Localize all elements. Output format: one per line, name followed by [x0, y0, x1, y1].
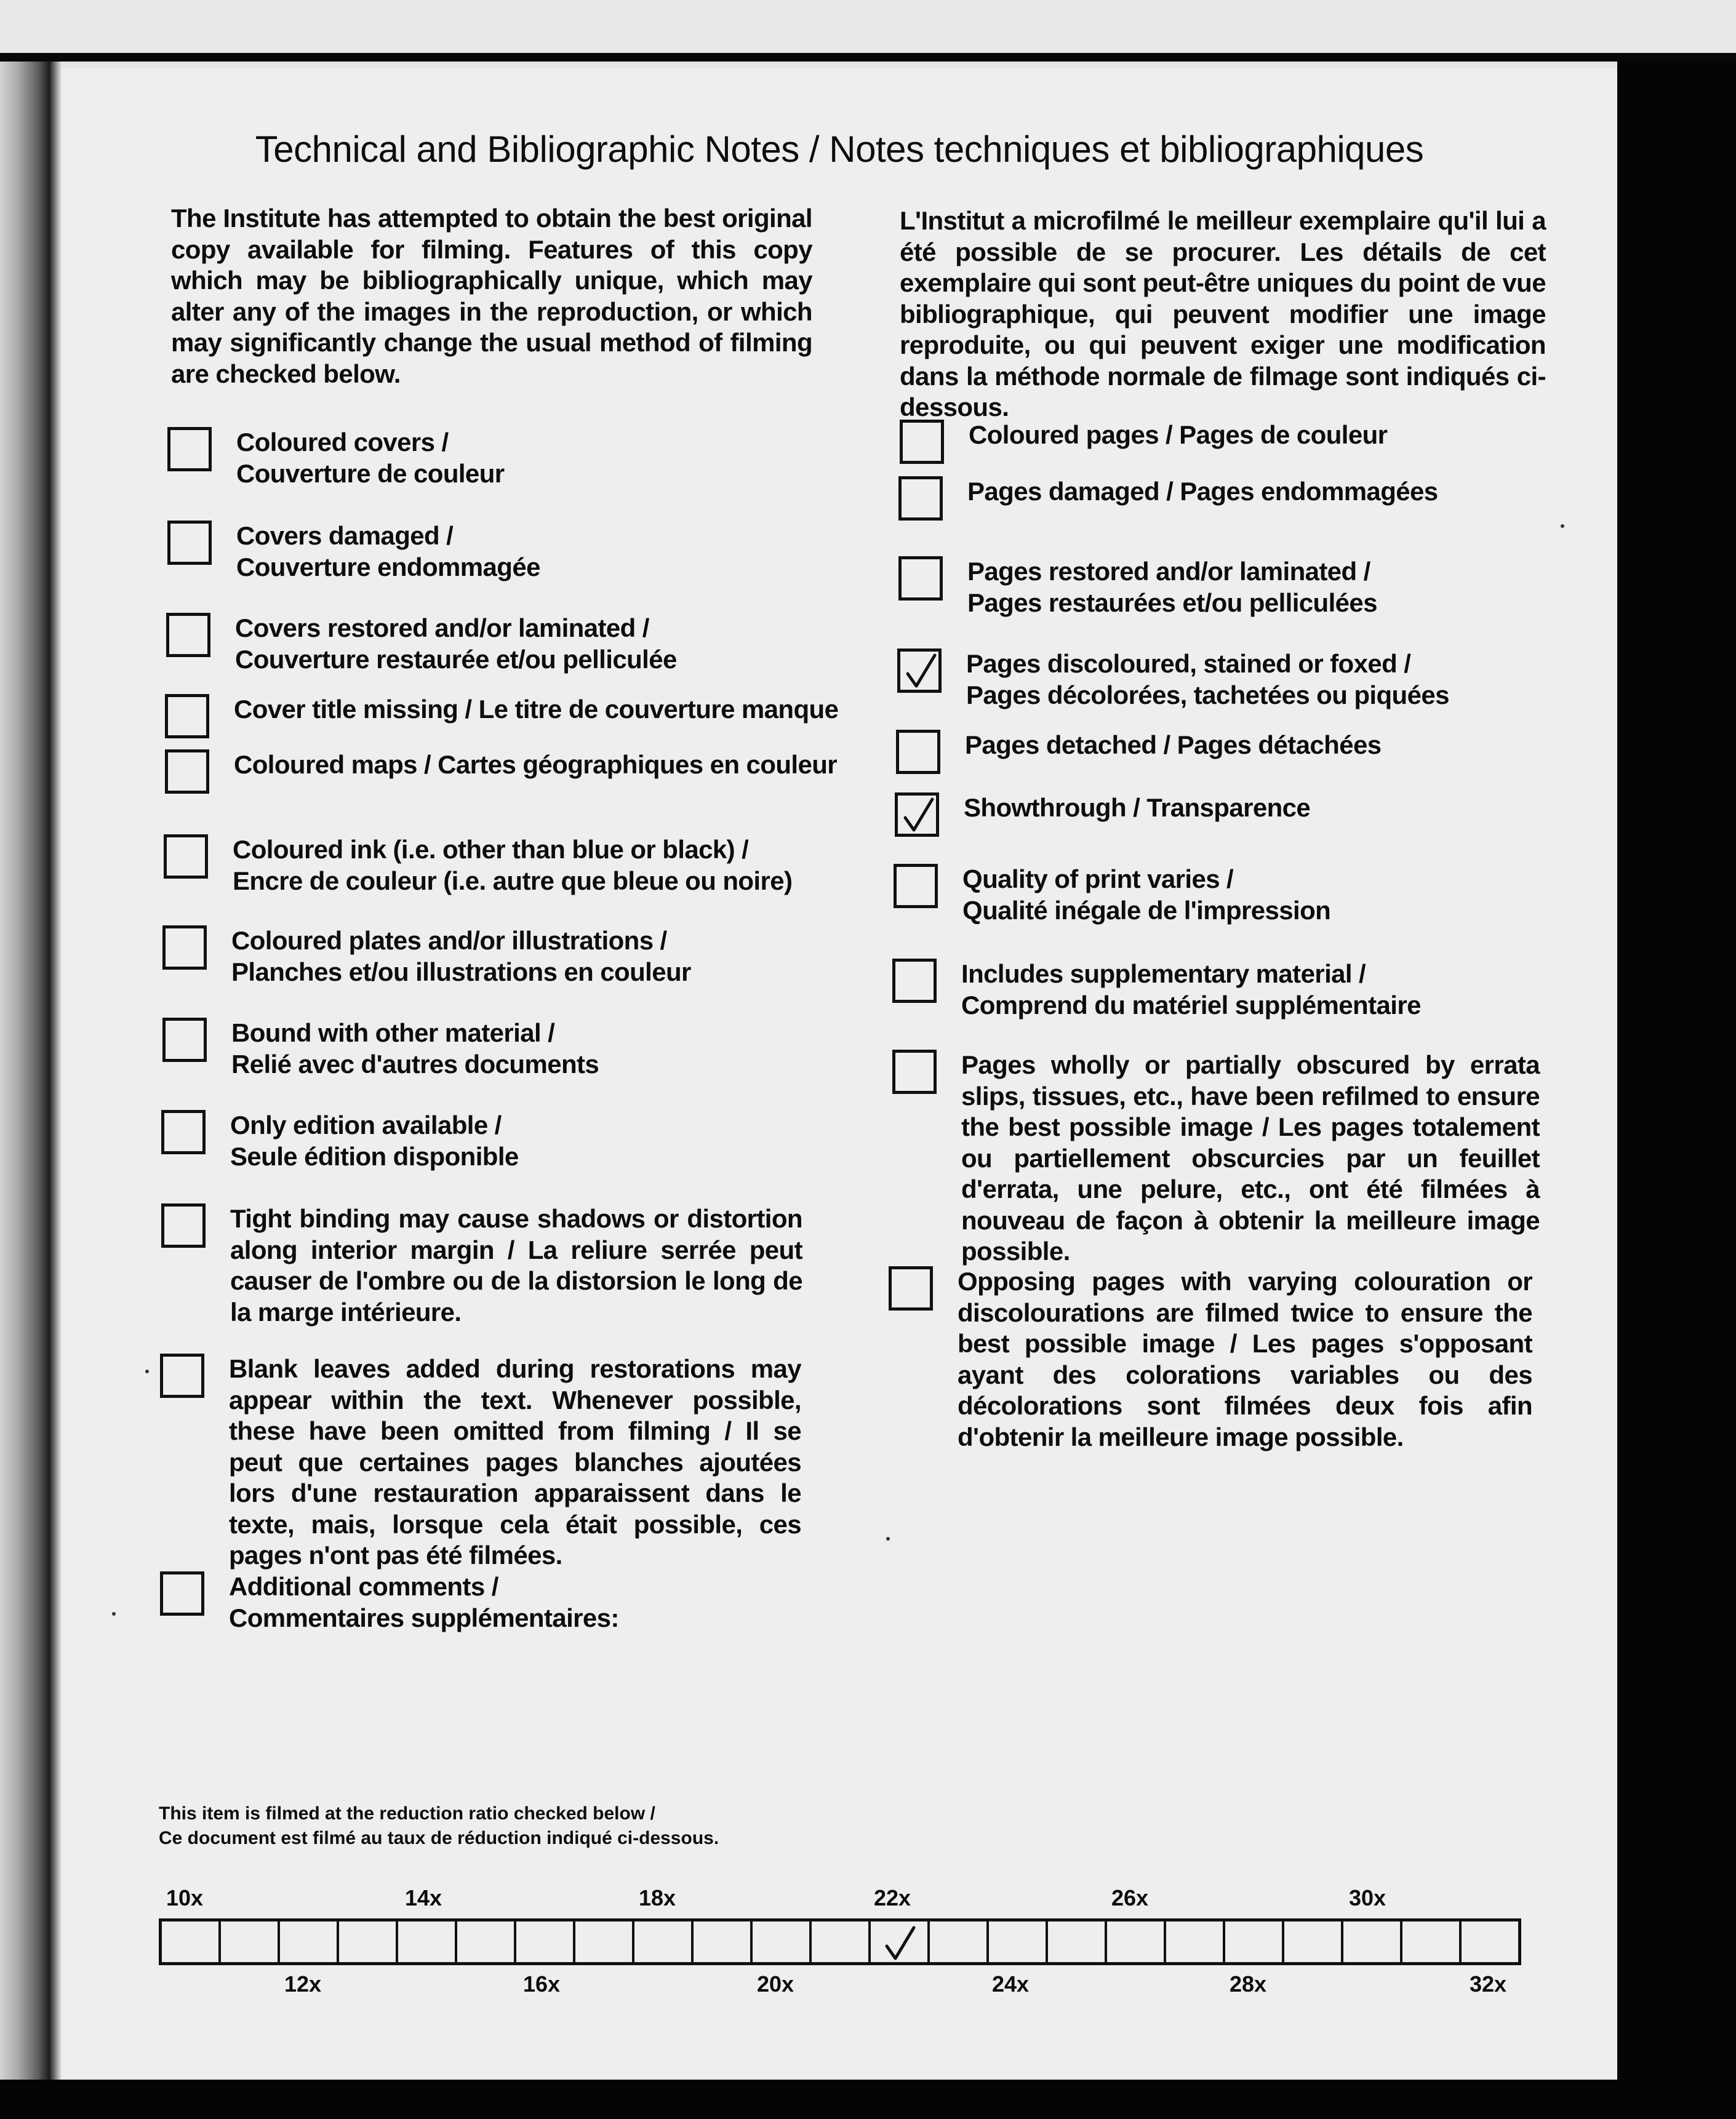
scan-right-margin	[1617, 62, 1736, 2119]
checkbox-label	[966, 648, 1449, 711]
ratio-cell[interactable]	[1284, 1921, 1343, 1962]
ratio-label-top: 14x	[405, 1885, 442, 1910]
checkbox[interactable]	[165, 749, 209, 794]
label-line: Includes supplementary material /	[961, 959, 1366, 988]
intro-french: L'Institut a microfilmé le meilleur exemplaire qu'il lui a été possible de se procurer. Les détails de cet exemplaire qui sont peut-être uniques du point de vue bibliographique, qui peuvent modifier une image reproduite, ou qui peuvent exiger une modification dans la méthode normale de filmage sont indiqués ci-dessous.	[900, 206, 1546, 421]
checkbox[interactable]	[896, 730, 940, 774]
checkbox-label	[964, 792, 1310, 824]
label-line: Coloured maps / Cartes géographiques en couleur	[234, 750, 838, 779]
checkbox-label	[231, 925, 691, 988]
label-line: Seule édition disponible	[230, 1141, 519, 1171]
label-line: Quality of print varies /	[962, 864, 1234, 893]
label-line: Couverture de couleur	[236, 458, 505, 488]
checkmark-icon	[903, 797, 935, 834]
label-line: Pages restaurées et/ou pelliculées	[967, 588, 1377, 617]
scan-speck	[886, 1537, 890, 1541]
scan-bottom-margin	[0, 2080, 1736, 2119]
ratio-cell[interactable]	[1225, 1921, 1284, 1962]
ratio-cell[interactable]	[871, 1921, 930, 1962]
label-line: Bound with other material /	[231, 1018, 555, 1047]
ratio-cell[interactable]	[1343, 1921, 1402, 1962]
checkbox-label	[233, 834, 792, 896]
ratio-cell[interactable]	[221, 1921, 280, 1962]
checkbox[interactable]	[167, 427, 212, 471]
checkbox[interactable]	[892, 959, 937, 1003]
reduction-note	[159, 1802, 719, 1851]
checkbox-label	[235, 613, 677, 675]
label-line: Covers restored and/or laminated /	[235, 613, 649, 642]
checkbox[interactable]	[160, 1354, 204, 1398]
scan-left-edge	[0, 62, 62, 2092]
checkbox[interactable]	[161, 1203, 206, 1248]
checkbox-label	[962, 864, 1330, 926]
ratio-label-bottom: 12x	[284, 1971, 322, 1997]
label-line: Pages detached / Pages détachées	[965, 730, 1382, 759]
label-line: Couverture restaurée et/ou pelliculée	[235, 644, 677, 674]
label-line: Coloured covers /	[236, 428, 449, 457]
checkbox[interactable]	[898, 556, 943, 601]
label-line: Pages décolorées, tachetées ou piquées	[966, 680, 1449, 709]
label-line: Planches et/ou illustrations en couleur	[231, 957, 691, 986]
ratio-label-bottom: 32x	[1470, 1971, 1507, 1997]
checkbox[interactable]	[895, 792, 939, 837]
label-line: Pages damaged / Pages endommagées	[967, 477, 1438, 506]
checkbox-label: Tight binding may cause shadows or distortion along interior margin / La reliure serrée peut causer de l'ombre ou de la distorsion le long de la marge intérieure.	[230, 1204, 802, 1327]
checkbox-label	[230, 1110, 519, 1172]
checkbox[interactable]	[900, 420, 944, 464]
label-line: Coloured ink (i.e. other than blue or black) /	[233, 835, 749, 864]
scan-top-edge	[0, 53, 1736, 62]
ratio-label-top: 22x	[874, 1885, 911, 1910]
ratio-label-top: 18x	[639, 1885, 676, 1910]
ratio-cell[interactable]	[753, 1921, 812, 1962]
label-line: Covers damaged /	[236, 521, 454, 550]
checkbox[interactable]	[889, 1266, 933, 1311]
scan-top-margin	[0, 0, 1736, 54]
checkbox-label	[236, 427, 505, 489]
label-line: Pages restored and/or laminated /	[967, 557, 1370, 586]
scan-speck	[112, 1612, 116, 1616]
ratio-cell[interactable]	[1402, 1921, 1462, 1962]
reduction-ratio-strip	[159, 1918, 1521, 1965]
checkbox-label	[961, 959, 1421, 1021]
checkbox[interactable]	[892, 1050, 937, 1094]
label-line: Relié avec d'autres documents	[231, 1049, 599, 1079]
ratio-label-top: 26x	[1111, 1885, 1149, 1910]
ratio-label-top: 30x	[1349, 1885, 1386, 1910]
label-line: Couverture endommagée	[236, 552, 540, 581]
checkbox[interactable]	[894, 864, 938, 908]
checkbox[interactable]	[166, 613, 210, 657]
checkbox-label: Blank leaves added during restorations may appear within the text. Whenever possible, these have been omitted from filming / Il se peut que certaines pages blanches ajoutées lors d'une restauration apparaissent dans le texte, mais, lorsque cela était possible, ces pages n'ont pas été filmées.	[229, 1354, 801, 1570]
checkbox-label	[965, 730, 1381, 761]
ratio-cell[interactable]	[634, 1921, 694, 1962]
label-line: Comprend du matériel supplémentaire	[961, 990, 1421, 1020]
ratio-label-bottom: 20x	[757, 1971, 794, 1997]
checkbox[interactable]	[161, 1110, 206, 1154]
checkbox-label	[236, 521, 540, 583]
checkbox-label	[231, 1018, 599, 1080]
checkbox[interactable]	[898, 476, 943, 521]
checkbox-label: Opposing pages with varying colouration or discolourations are filmed twice to ensure the best possible image / Les pages s'opposant ayant des colorations variables ou des décolorations sont filmées deux fois afin d'obtenir la meilleure image possible.	[958, 1267, 1532, 1451]
ratio-label-bottom: 28x	[1230, 1971, 1267, 1997]
ratio-cell[interactable]	[989, 1921, 1048, 1962]
ratio-label-bottom: 16x	[523, 1971, 561, 1997]
ratio-cell[interactable]	[812, 1921, 871, 1962]
intro-english: The Institute has attempted to obtain the best original copy available for filming. Features of this copy which may be bibliographically unique, which may alter any of the images in the reproduction, or which may significantly change the usual method of filming are checked below.	[171, 204, 812, 388]
ratio-cell[interactable]	[1462, 1921, 1518, 1962]
scan-speck	[145, 1370, 149, 1373]
ratio-cell[interactable]	[930, 1921, 989, 1962]
checkbox-label	[967, 556, 1377, 618]
checkmark-icon	[884, 1925, 915, 1960]
label-line: Coloured plates and/or illustrations /	[231, 926, 667, 955]
ratio-cell[interactable]	[694, 1921, 753, 1962]
ratio-label-bottom: 24x	[992, 1971, 1030, 1997]
label-line: Coloured pages / Pages de couleur	[969, 420, 1388, 449]
ratio-cell[interactable]	[280, 1921, 339, 1962]
checkbox[interactable]	[897, 648, 942, 693]
checkbox[interactable]	[167, 521, 212, 565]
label-line: Commentaires supplémentaires:	[229, 1603, 619, 1632]
ratio-cell[interactable]	[516, 1921, 575, 1962]
page-title: Technical and Bibliographic Notes / Notes techniques et bibliographiques	[255, 129, 1424, 170]
ratio-cell[interactable]	[1107, 1921, 1166, 1962]
ratio-cell[interactable]	[398, 1921, 457, 1962]
ratio-cell[interactable]	[1048, 1921, 1107, 1962]
checkbox-label	[234, 749, 837, 781]
label-line: Additional comments /	[229, 1572, 498, 1601]
checkbox[interactable]	[160, 1571, 204, 1616]
checkbox[interactable]	[165, 694, 209, 738]
reduction-note-en: This item is filmed at the reduction ratio checked below /	[159, 1803, 655, 1824]
checkbox[interactable]	[162, 925, 207, 970]
ratio-cell[interactable]	[339, 1921, 398, 1962]
scan-speck	[1561, 524, 1564, 528]
ratio-cell[interactable]	[1166, 1921, 1225, 1962]
ratio-cell[interactable]	[162, 1921, 221, 1962]
checkbox[interactable]	[162, 1018, 207, 1062]
label-line: Only edition available /	[230, 1111, 502, 1139]
ratio-cell[interactable]	[457, 1921, 516, 1962]
ratio-label-top: 10x	[166, 1885, 204, 1910]
label-line: Qualité inégale de l'impression	[962, 895, 1331, 925]
checkbox-label	[969, 420, 1387, 451]
ratio-cell[interactable]	[575, 1921, 634, 1962]
checkbox-label	[234, 694, 838, 725]
label-line: Encre de couleur (i.e. autre que bleue ou noire)	[233, 866, 793, 895]
checkbox-label: Pages wholly or partially obscured by errata slips, tissues, etc., have been refilmed to ensure the best possible image / Les pages totalement ou partiellement obscurcies par un feuillet d'errata, une pelure, etc., ont été filmées à nouveau de façon à obtenir la meilleure image possible.	[961, 1050, 1540, 1266]
label-line: Cover title missing / Le titre de couverture manque	[234, 695, 839, 724]
checkmark-icon	[905, 653, 937, 690]
checkbox-label	[229, 1571, 619, 1634]
checkbox-label	[967, 476, 1438, 508]
checkbox[interactable]	[164, 834, 208, 879]
reduction-note-fr: Ce document est filmé au taux de réduction indiqué ci-dessous.	[159, 1828, 719, 1848]
label-line: Pages discoloured, stained or foxed /	[966, 649, 1411, 678]
label-line: Showthrough / Transparence	[964, 793, 1311, 822]
